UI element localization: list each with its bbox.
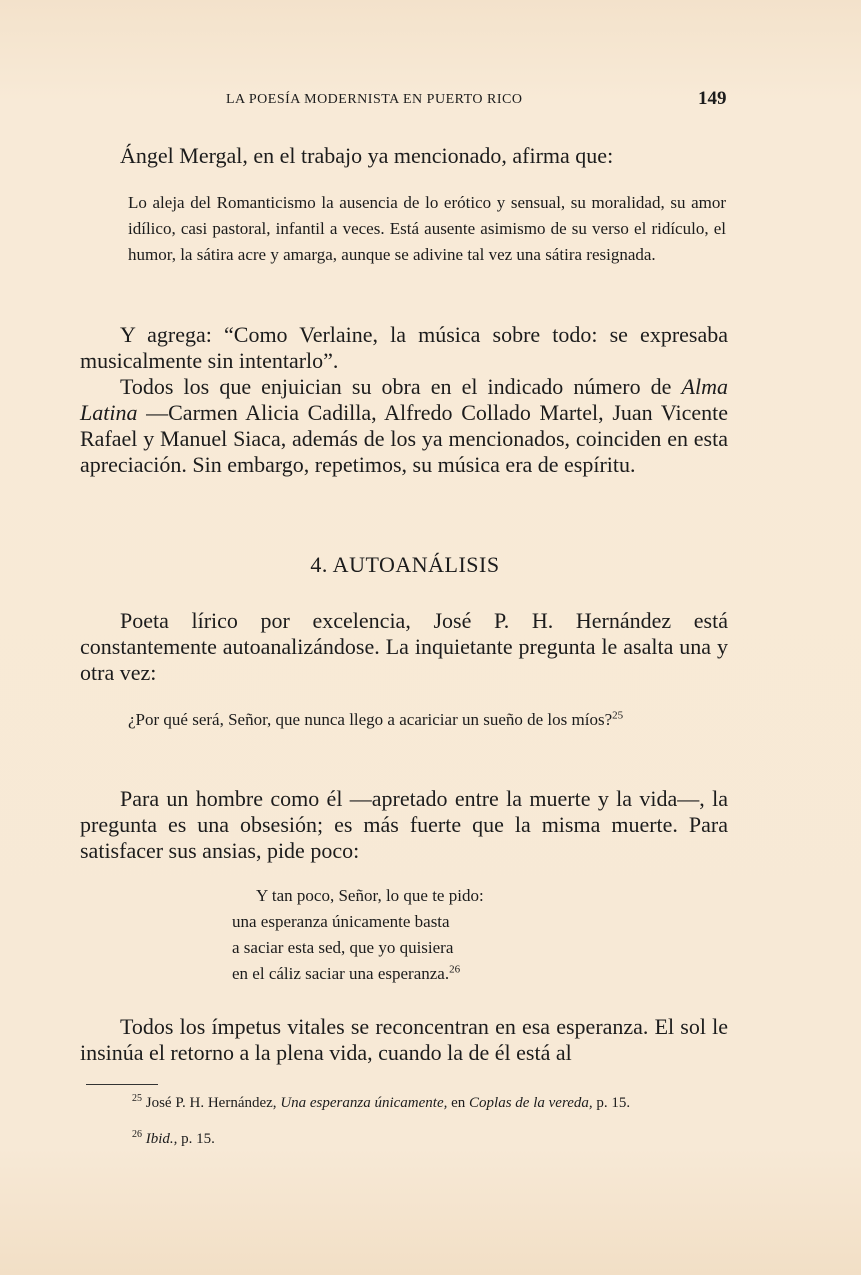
paragraph-alma-latina	[80, 374, 728, 478]
running-head: LA POESÍA MODERNISTA EN PUERTO RICO	[226, 92, 523, 107]
paragraph-text: Todos los que enjuician su obra en el indicado número de	[120, 374, 682, 399]
footnote-page: p. 15.	[592, 1095, 631, 1111]
footnote-rule	[86, 1084, 158, 1085]
verse-line	[232, 961, 652, 987]
verse-line-text: en el cáliz saciar una esperanza.	[232, 964, 450, 983]
footnote-number: 25	[132, 1093, 142, 1104]
quote-text: ¿Por qué será, Señor, que nunca llego a acariciar un sueño de los míos?	[128, 710, 613, 729]
intro-paragraph: Ángel Mergal, en el trabajo ya mencionado, afirma que:	[120, 143, 614, 168]
footnote-author: José P. H. Hernández,	[145, 1095, 281, 1111]
footnote-25	[86, 1094, 734, 1112]
block-quote-question	[128, 707, 728, 733]
footnote-work-title: Una esperanza únicamente,	[280, 1095, 448, 1111]
paragraph-esperanza: Todos los ímpetus vitales se reconcentran en esa esperanza. El sol le insinúa el retorno a la plena vida, cuando la de él está al	[80, 1014, 728, 1065]
verse-line: a saciar esta sed, que yo quisiera	[232, 938, 454, 957]
paragraph-text: —Carmen Alicia Cadilla, Alfredo Collado Martel, Juan Vicente Rafael y Manuel Siaca, además de los ya mencionados, coinciden en esta apreciación. Sin embargo, repetimos, su música era de espíritu.	[80, 400, 728, 477]
footnote-source: Coplas de la vereda,	[469, 1095, 593, 1111]
paragraph-autoanalisis: Poeta lírico por excelencia, José P. H. Hernández está constantemente autoanalizándose. La inquietante pregunta le asalta una y otra vez:	[80, 608, 728, 685]
footnote-text: en	[447, 1095, 470, 1111]
verse-line: una esperanza únicamente basta	[232, 912, 450, 931]
block-quote-mergal: Lo aleja del Romanticismo la ausencia de lo erótico y sensual, su moralidad, su amor idílico, casi pastoral, infantil a veces. Está ausente asimismo de su verso el ridículo, el humor, la sátira acre y amarga, aunque se adivine tal vez una sátira resignada.	[128, 193, 726, 264]
verse-block	[232, 883, 652, 987]
paragraph-obsesion: Para un hombre como él —apretado entre la muerte y la vida—, la pregunta es una obsesión; es más fuerte que la misma muerte. Para satisfacer sus ansias, pide poco:	[80, 786, 728, 863]
footnote-ref: 25	[612, 709, 624, 722]
footnote-page: p. 15.	[177, 1131, 215, 1147]
journal-title: Alma Latina	[80, 374, 728, 425]
page-number: 149	[698, 88, 727, 109]
footnote-ref: 26	[449, 963, 461, 976]
footnote-ibid: Ibid.,	[145, 1131, 178, 1147]
paragraph-verlaine: Y agrega: “Como Verlaine, la música sobre todo: se expresaba musicalmente sin intentarlo”.	[80, 322, 728, 373]
verse-line: Y tan poco, Señor, lo que te pido:	[256, 886, 484, 905]
footnote-26	[86, 1130, 734, 1148]
footnote-number: 26	[132, 1129, 142, 1140]
section-heading: 4. AUTOANÁLISIS	[310, 552, 500, 577]
